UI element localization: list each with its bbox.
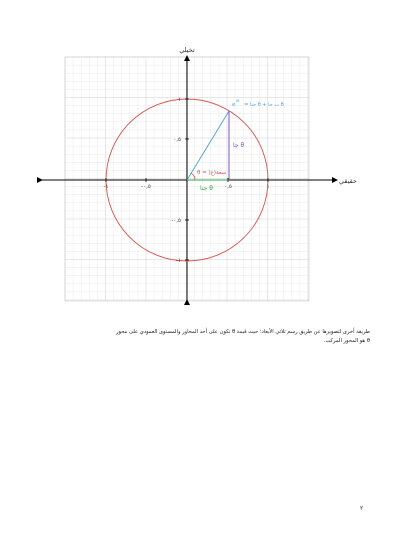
tick-label-y-neg1: -١: [176, 258, 181, 264]
tick-label-x-neg1: -١: [103, 184, 109, 190]
sine-label: جا θ: [233, 142, 245, 149]
tick-label-y-pos05: ٠,٥: [173, 137, 181, 143]
tick-label-x-pos1: ١: [266, 184, 270, 190]
caption-line-2: θ هو المحور المركب.: [323, 338, 370, 344]
euler-formula-rhs: جتا θ + ت جا θ: [250, 102, 284, 108]
tick-label-x-pos05: ٠,٥: [224, 184, 232, 190]
figure-caption: [36, 328, 370, 346]
caption-line-1: طريقة أخرى لتصويرها عن طريق رسم ثلاثي الأبعاد؛ حيث قيمة θ تكون على أحد المحاور والمستوى العمودي على محور: [116, 329, 370, 335]
euler-formula-equals: =: [244, 102, 249, 108]
real-axis-label: حقيقي: [339, 177, 357, 185]
page-number: ٢: [360, 505, 364, 512]
euler-formula-base: e: [232, 102, 236, 108]
tick-label-x-neg05: -٠,٥: [141, 184, 151, 190]
tick-label-y-neg05: -٠,٥: [171, 218, 181, 224]
imaginary-axis-label: تخيلي: [179, 46, 195, 54]
cosine-label: جتا θ: [200, 185, 213, 192]
euler-formula-exponent: iθ: [236, 98, 240, 103]
angle-label: θ = سعة(ع): [197, 170, 227, 176]
tick-label-y-pos1: ١: [178, 97, 181, 103]
